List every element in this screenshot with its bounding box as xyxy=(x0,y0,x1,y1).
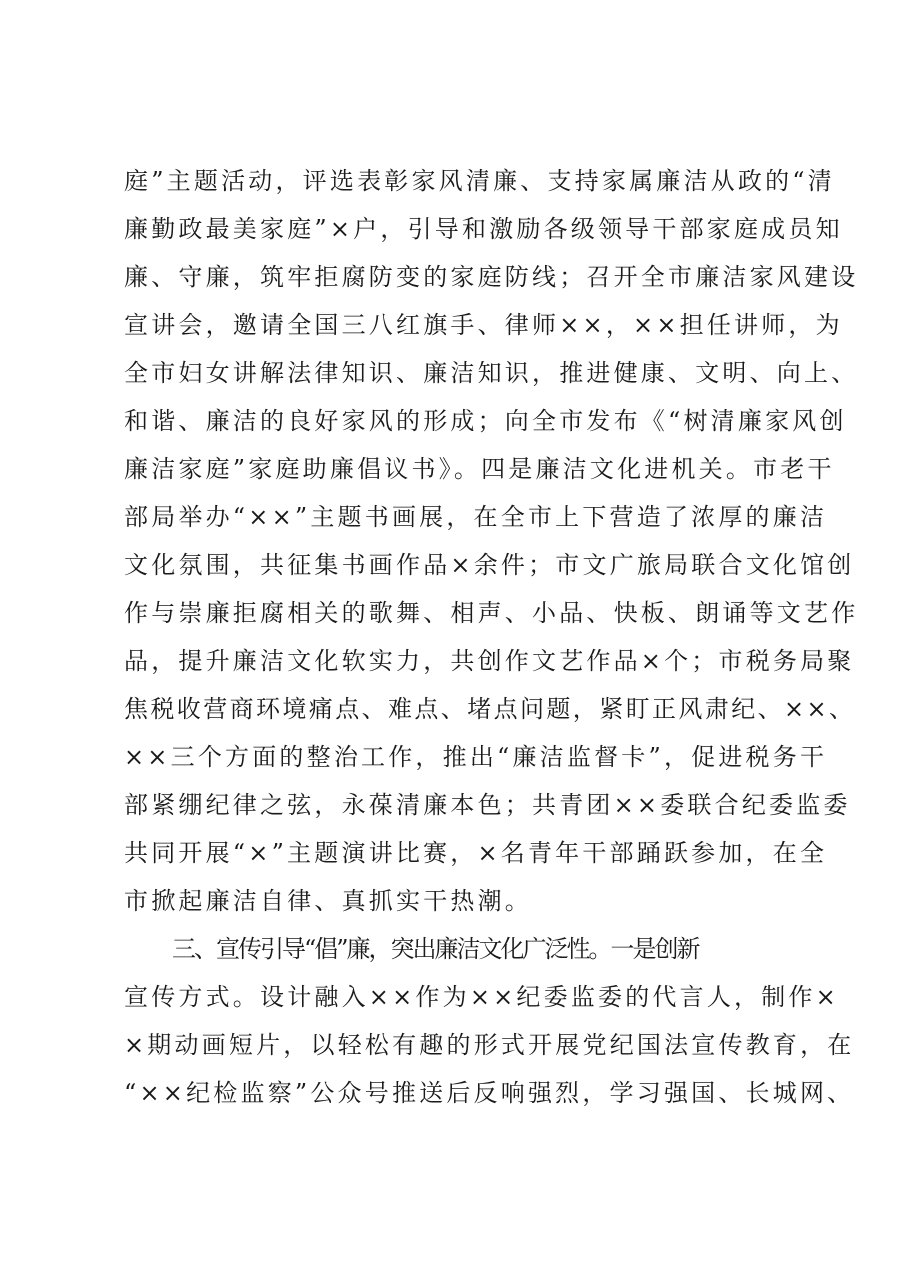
body-text-line: 部局举办“××”主题书画展，在全市上下营造了浓厚的廉洁 xyxy=(124,503,828,531)
body-text-line: ×期动画短片，以轻松有趣的形式开展党纪国法宣传教育，在 xyxy=(124,1031,855,1059)
body-text-line: 和谐、廉洁的良好家风的形成；向全市发布《“树清廉家风创 xyxy=(124,407,847,435)
body-text-line: 全市妇女讲解法律知识、廉洁知识，推进健康、文明、向上、 xyxy=(124,359,859,387)
body-text-line: 文化氛围，共征集书画作品×余件；市文广旅局联合文化馆创 xyxy=(124,551,855,579)
body-text-line: 作与崇廉拒腐相关的歌舞、相声、小品、快板、朗诵等文艺作 xyxy=(124,599,859,627)
body-text-line: 共同开展“×”主题演讲比赛，×名青年干部踊跃参加，在全 xyxy=(124,839,828,867)
body-text-line: 宣讲会，邀请全国三八红旗手、律师××，××担任讲师，为 xyxy=(124,311,843,339)
section-heading-line: 三、宣传引导“倡”廉，突出廉洁文化广泛性。一是创新 xyxy=(172,935,699,963)
body-text-line: 廉勤政最美家庭”×户，引导和激励各级领导干部家庭成员知 xyxy=(124,215,843,243)
body-text-line: ××三个方面的整治工作，推出“廉洁监督卡”，促进税务干 xyxy=(124,743,828,771)
body-text-line: 宣传方式。设计融入××作为××纪委监委的代言人，制作× xyxy=(124,983,839,1011)
body-text-line: 廉、守廉，筑牢拒腐防变的家庭防线；召开全市廉洁家风建设 xyxy=(124,263,859,291)
body-text-line: 部紧绷纪律之弦，永葆清廉本色；共青团××委联合纪委监委 xyxy=(124,791,851,819)
body-text-line: 焦税收营商环境痛点、难点、堵点问题，紧盯正风肃纪、××、 xyxy=(124,695,856,723)
body-text-line: “××纪检监察”公众号推送后反响强烈，学习强国、长城网、 xyxy=(124,1079,855,1107)
body-text-line: 市掀起廉洁自律、真抓实干热潮。 xyxy=(124,887,532,915)
body-text-line: 品，提升廉洁文化软实力，共创作文艺作品×个；市税务局聚 xyxy=(124,647,855,675)
body-text-line: 廉洁家庭”家庭助廉倡议书》。四是廉洁文化进机关。市老干 xyxy=(124,455,835,483)
body-text-line: 庭”主题活动，评选表彰家风清廉、支持家属廉洁从政的“清 xyxy=(124,167,835,195)
